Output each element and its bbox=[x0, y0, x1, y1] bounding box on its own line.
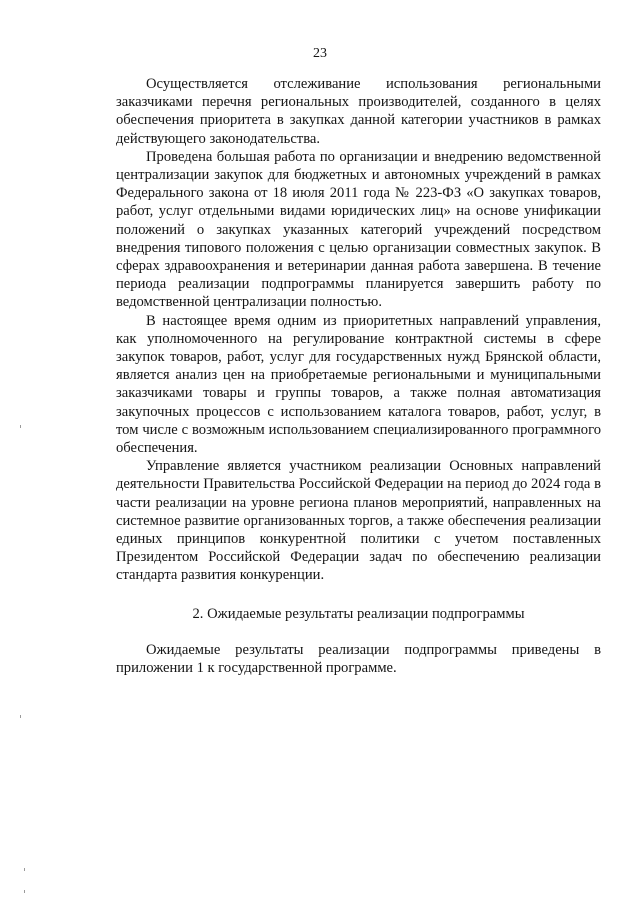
margin-scan-mark bbox=[24, 890, 25, 893]
document-body bbox=[116, 75, 601, 677]
margin-scan-mark bbox=[20, 425, 21, 428]
margin-scan-mark bbox=[24, 868, 25, 871]
paragraph-centralization: Проведена большая работа по организации и внедрению ведомственной централизации закупок для бюджетных и автономных учреждений в рамках Федерального закона от 18 июля 2011 года № 223-ФЗ «О закупках товаров, работ, услуг отдельными видами юридических лиц» на основе унификации положений о закупках указанных категорий учреждений посредством внедрения типового положения с целью организации совместных закупок. В сферах здравоохранения и ветеринарии данная работа завершена. В течение периода реализации подпрограммы планируется завершить работу по ведомственной централизации полностью. bbox=[116, 148, 601, 311]
section-heading: 2. Ожидаемые результаты реализации подпрограммы bbox=[192, 605, 525, 622]
page-number: 23 bbox=[313, 46, 327, 61]
paragraph-government-directions: Управление является участником реализации Основных направлений деятельности Правительства Российской Федерации на период до 2024 года в части реализации на уровне региона планов мероприятий, направленных на системное развитие организованных торгов, а также обеспечения реализации единых принципов конкурентной политики с учетом поставленных Президентом Российской Федерации задач по обеспечению реализации стандарта развития конкуренции. bbox=[116, 458, 601, 584]
margin-scan-mark bbox=[20, 715, 21, 718]
paragraph-price-analysis: В настоящее время одним из приоритетных направлений управления, как уполномоченного на регулирование контрактной системы в сфере закупок товаров, работ, услуг для государственных нужд Брянской области, является анализ цен на приобретаемые региональными и муниципальными заказчиками товары и группы товаров, а также полная автоматизация закупочных процессов с использованием каталога товаров, работ, услуг, в том числе с возможным использованием специализированного программного обеспечения. bbox=[116, 312, 601, 457]
paragraph-expected-results: Ожидаемые результаты реализации подпрограммы приведены в приложении 1 к государственной программе. bbox=[116, 641, 601, 677]
paragraph-regional-producers: Осуществляется отслеживание использования региональными заказчиками перечня региональных производителей, созданного в целях обеспечения приоритета в закупках данной категории участников в рамках действующего законодательства. bbox=[116, 76, 601, 147]
